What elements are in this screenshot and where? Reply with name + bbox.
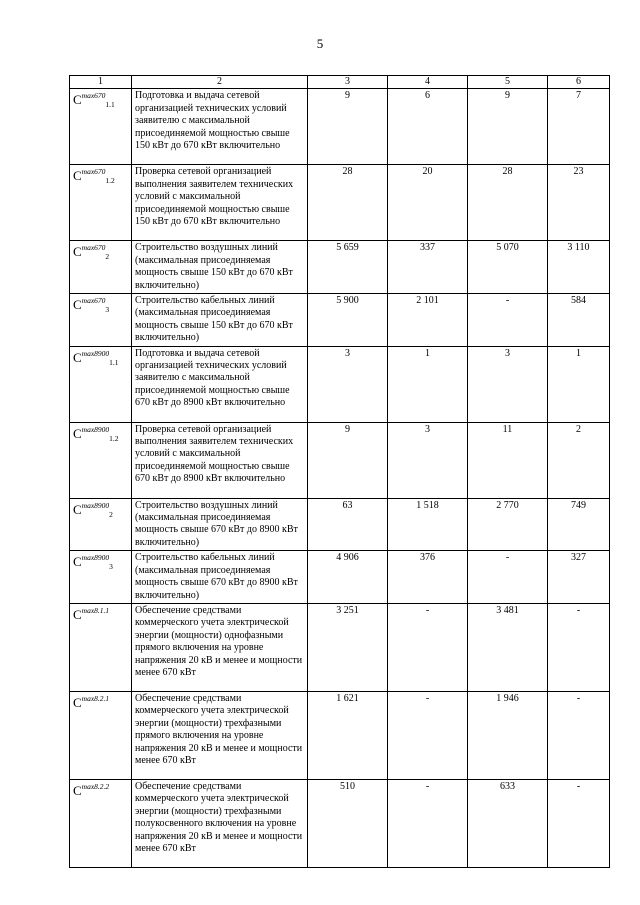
table-row [70,603,610,691]
value-col-6: - [548,779,610,867]
value-col-3: 1 621 [308,691,388,779]
rate-symbol: C [73,297,82,313]
rate-subscript: 1.1 [109,357,119,367]
rate-symbol: C [73,349,82,365]
rate-description: Строительство воздушных линий (максимальная присоединяемая мощность свыше 670 кВт до 8900 кВт включительно) [132,498,308,551]
rate-code [70,346,132,422]
value-col-6: - [548,691,610,779]
value-col-3: 510 [308,779,388,867]
rate-superscript: max670 [81,296,106,306]
column-header: 4 [388,76,468,89]
value-col-4: 2 101 [388,294,468,347]
table-row [70,422,610,498]
rate-symbol: C [73,501,82,517]
rate-subscript: 1.2 [109,433,119,443]
value-col-5: 2 770 [468,498,548,551]
rate-subscript: 3 [109,562,113,572]
rate-code [70,498,132,551]
rate-symbol: C [73,425,82,441]
value-col-5: 9 [468,89,548,165]
value-col-3: 63 [308,498,388,551]
table-row [70,165,610,241]
rate-subscript: 1.1 [105,100,115,110]
rate-symbol: C [73,694,82,710]
rate-superscript: max8900 [81,500,110,510]
table-row [70,498,610,551]
rate-description: Проверка сетевой организацией выполнения заявителем технических условий с максимальной присоединяемой мощностью свыше 670 кВт до 8900 кВт включительно [132,422,308,498]
value-col-4: 1 518 [388,498,468,551]
rate-symbol: C [73,554,82,570]
value-col-3: 3 251 [308,603,388,691]
column-header: 5 [468,76,548,89]
value-col-3: 5 659 [308,241,388,294]
rate-superscript: max670 [81,167,106,177]
rate-symbol: C [73,244,82,260]
table-row [70,294,610,347]
table-header-row [70,76,610,89]
value-col-4: 3 [388,422,468,498]
page-number: 5 [316,36,324,51]
rate-description: Подготовка и выдача сетевой организацией технических условий заявителю с максимальной присоединяемой мощностью свыше 670 кВт до 8900 кВт включительно [132,346,308,422]
value-col-6: 2 [548,422,610,498]
value-col-5: 28 [468,165,548,241]
value-col-6: 749 [548,498,610,551]
value-col-6: 23 [548,165,610,241]
rate-description: Строительство воздушных линий (максимальная присоединяемая мощность свыше 150 кВт до 670 кВт включительно) [132,241,308,294]
column-header: 6 [548,76,610,89]
rate-description: Подготовка и выдача сетевой организацией технических условий заявителю с максимальной присоединяемой мощностью свыше 150 кВт до 670 кВт включительно [132,89,308,165]
rate-description: Обеспечение средствами коммерческого учета электрической энергии (мощности) однофазными прямого включения на уровне напряжения 20 кВ и менее и мощности менее 670 кВт [132,603,308,691]
rate-superscript: max8.2.2 [81,781,110,791]
rate-code [70,422,132,498]
value-col-4: 376 [388,551,468,604]
rate-superscript: max8.2.1 [81,693,110,703]
rate-superscript: max8900 [81,424,110,434]
rate-code [70,779,132,867]
value-col-6: 327 [548,551,610,604]
column-header: 1 [70,76,132,89]
rate-description: Строительство кабельных линий (максимальная присоединяемая мощность свыше 150 кВт до 670 кВт включительно) [132,294,308,347]
value-col-3: 9 [308,422,388,498]
value-col-6: 584 [548,294,610,347]
value-col-6: 1 [548,346,610,422]
value-col-6: - [548,603,610,691]
rate-description: Проверка сетевой организацией выполнения заявителем технических условий с максимальной присоединяемой мощностью свыше 150 кВт до 670 кВт включительно [132,165,308,241]
column-header: 3 [308,76,388,89]
value-col-4: - [388,691,468,779]
rate-subscript: 3 [105,305,110,315]
value-col-5: - [468,551,548,604]
rate-code [70,691,132,779]
table-row [70,241,610,294]
value-col-3: 3 [308,346,388,422]
value-col-4: 1 [388,346,468,422]
rate-symbol: C [73,782,82,798]
rate-description: Обеспечение средствами коммерческого учета электрической энергии (мощности) трехфазными прямого включения на уровне напряжения 20 кВ и менее и мощности менее 670 кВт [132,691,308,779]
table-row [70,551,610,604]
value-col-3: 28 [308,165,388,241]
value-col-6: 7 [548,89,610,165]
rate-code [70,603,132,691]
rate-subscript: 2 [105,252,110,262]
table-row [70,691,610,779]
rate-description: Обеспечение средствами коммерческого учета электрической энергии (мощности) трехфазными полукосвенного включения на уровне напряжения 20 кВ и менее и мощности менее 670 кВт [132,779,308,867]
rate-superscript: max8900 [81,348,110,358]
rate-code [70,294,132,347]
rate-symbol: C [73,606,82,622]
value-col-4: 337 [388,241,468,294]
value-col-5: 11 [468,422,548,498]
rate-code [70,551,132,604]
table-row [70,89,610,165]
rate-symbol: C [73,92,82,108]
value-col-6: 3 110 [548,241,610,294]
value-col-5: 633 [468,779,548,867]
value-col-4: 20 [388,165,468,241]
value-col-3: 4 906 [308,551,388,604]
value-col-4: 6 [388,89,468,165]
rate-code [70,165,132,241]
value-col-3: 9 [308,89,388,165]
rate-subscript: 1.2 [105,176,115,186]
rate-superscript: max670 [81,243,106,253]
value-col-5: 3 481 [468,603,548,691]
value-col-4: - [388,603,468,691]
value-col-5: 1 946 [468,691,548,779]
table-row [70,779,610,867]
rate-code [70,241,132,294]
value-col-3: 5 900 [308,294,388,347]
value-col-4: - [388,779,468,867]
value-col-5: 5 070 [468,241,548,294]
table-row [70,346,610,422]
column-header: 2 [132,76,308,89]
rate-symbol: C [73,168,82,184]
value-col-5: 3 [468,346,548,422]
rate-code [70,89,132,165]
rate-description: Строительство кабельных линий (максимальная присоединяемая мощность свыше 670 кВт до 8900 кВт включительно) [132,551,308,604]
rate-subscript: 2 [109,509,113,519]
rate-superscript: max8.1.1 [81,605,110,615]
tariff-table [69,75,610,868]
rate-superscript: max670 [81,91,106,101]
rate-superscript: max8900 [81,553,110,563]
value-col-5: - [468,294,548,347]
